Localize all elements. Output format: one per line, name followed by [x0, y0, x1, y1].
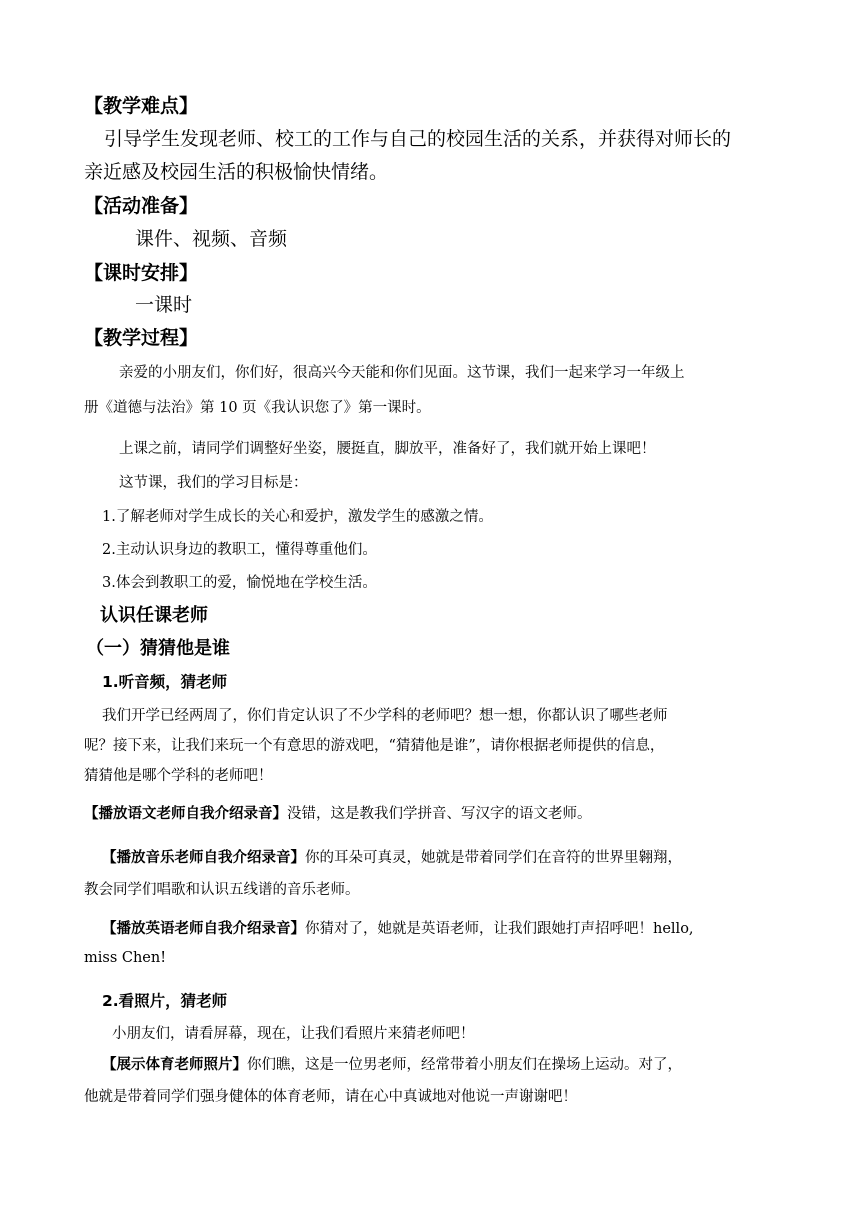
- step1-line3: 猜猜他是哪个学科的老师吧！: [84, 768, 273, 784]
- step1-heading: 1.听音频，猜老师: [102, 673, 228, 691]
- chinese-audio-tag: 【播放语文老师自我介绍录音】: [84, 806, 287, 822]
- process-heading: 【教学过程】: [84, 327, 199, 349]
- ready-text: 上课之前，请同学们调整好坐姿，腰挺直，脚放平，准备好了，我们就开始上课吧！: [119, 441, 656, 457]
- prep-text: 课件、视频、音频: [135, 228, 288, 250]
- pe-photo-text: 你们瞧，这是一位男老师，经常带着小朋友们在操场上运动。对了，: [247, 1057, 682, 1073]
- part1-subheading: （一）猜猜他是谁: [86, 638, 230, 659]
- pe-teacher-paragraph: [102, 1053, 682, 1074]
- step1-line1: 我们开学已经两周了，你们肯定认识了不少学科的老师吧？想一想，你都认识了哪些老师: [102, 708, 668, 724]
- pe-line2: 他就是带着同学们强身健体的体育老师，请在心中真诚地对他说一声谢谢吧！: [84, 1089, 577, 1105]
- english-teacher-paragraph: [102, 917, 694, 938]
- english-audio-text: 你猜对了，她就是英语老师，让我们跟她打声招呼吧！hello,: [305, 921, 694, 937]
- difficulty-heading: 【教学难点】: [84, 95, 199, 117]
- english-line2: miss Chen!: [84, 950, 167, 966]
- music-line2: 教会同学们唱歌和认识五线谱的音乐老师。: [84, 882, 360, 898]
- intro-line1: 亲爱的小朋友们，你们好，很高兴今天能和你们见面。这节课，我们一起来学习一年级上: [119, 365, 685, 381]
- music-teacher-paragraph: [102, 846, 682, 867]
- goals-intro: 这节课，我们的学习目标是：: [119, 475, 308, 491]
- music-audio-text: 你的耳朵可真灵，她就是带着同学们在音符的世界里翱翔，: [305, 850, 682, 866]
- chinese-teacher-paragraph: [84, 802, 592, 823]
- part1-title: 认识任课老师: [100, 605, 208, 626]
- goal-3: 3.体会到教职工的爱，愉悦地在学校生活。: [102, 575, 377, 591]
- music-audio-tag: 【播放音乐老师自我介绍录音】: [102, 850, 305, 866]
- step2-heading: 2.看照片，猜老师: [102, 992, 228, 1010]
- difficulty-text-line1: 引导学生发现老师、校工的工作与自己的校园生活的关系，并获得对师长的: [104, 128, 732, 150]
- difficulty-text-line2: 亲近感及校园生活的积极愉快情绪。: [84, 161, 389, 183]
- english-audio-tag: 【播放英语老师自我介绍录音】: [102, 921, 305, 937]
- schedule-text: 一课时: [135, 294, 193, 316]
- intro-line2: 册《道德与法治》第 10 页《我认识您了》第一课时。: [84, 400, 431, 416]
- pe-photo-tag: 【展示体育老师照片】: [102, 1057, 247, 1073]
- goal-2: 2.主动认识身边的教职工，懂得尊重他们。: [102, 542, 377, 558]
- schedule-heading: 【课时安排】: [84, 262, 199, 284]
- step1-line2: 呢？接下来，让我们来玩一个有意思的游戏吧，“猜猜他是谁”，请你根据老师提供的信息，: [84, 738, 665, 754]
- prep-heading: 【活动准备】: [84, 195, 199, 217]
- goal-1: 1.了解老师对学生成长的关心和爱护，激发学生的感激之情。: [102, 509, 493, 525]
- step2-intro: 小朋友们，请看屏幕，现在，让我们看照片来猜老师吧！: [112, 1026, 475, 1042]
- chinese-audio-text: 没错，这是教我们学拼音、写汉字的语文老师。: [287, 806, 592, 822]
